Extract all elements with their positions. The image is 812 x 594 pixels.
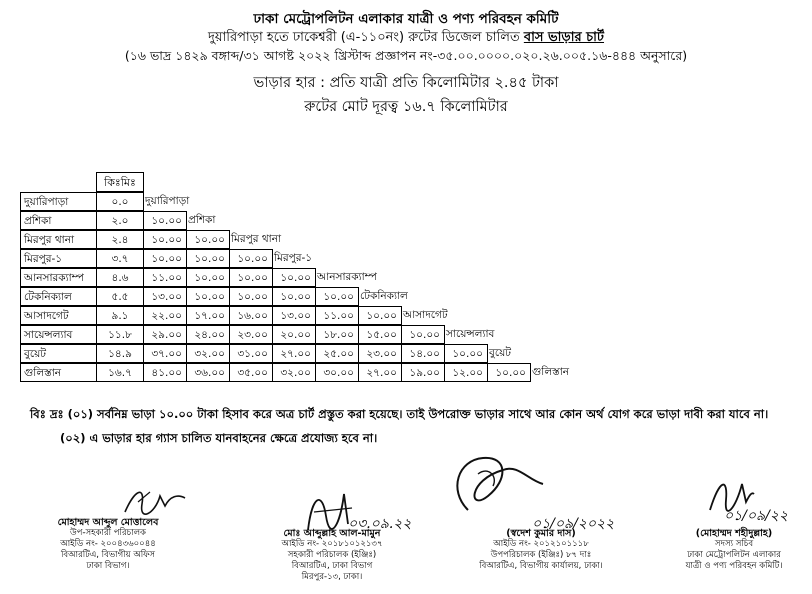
fare-cell: ২৯.০০ xyxy=(143,325,187,344)
fare-cell: ২৫.০০ xyxy=(315,344,359,363)
fare-cell: ১০.০০ xyxy=(186,287,230,306)
fare-cell: ৩৬.০০ xyxy=(186,363,230,382)
fare-cell: ১০.০০ xyxy=(186,268,230,287)
note-minimum-fare: বিঃ দ্রঃ (০১) সর্বনিম্ন ভাড়া ১০.০০ টাকা হিসাব করে অত্র চার্ট প্রস্তুত করা হয়েছে। তাই উপরোক্ত ভাড়ার সাথে আর কোন অর্থ যোগ করে ভাড়া দাবী করা যাবে না। xyxy=(30,407,769,421)
fare-cell: ১৩.০০ xyxy=(143,287,187,306)
fare-cell: ১৮.০০ xyxy=(315,325,359,344)
stop-distance: ১৬.৭ xyxy=(96,363,144,382)
fare-chart-heading: বাস ভাড়ার চার্ট xyxy=(523,30,605,45)
signature-block-1 xyxy=(28,517,188,572)
stop-distance: ৫.৫ xyxy=(96,287,144,306)
fare-cell: ১০.০০ xyxy=(143,211,187,230)
chart-subtitle xyxy=(0,28,812,49)
fare-cell: ১২.০০ xyxy=(444,363,488,382)
fare-cell: ৩০.০০ xyxy=(315,363,359,382)
fare-cell: ১০.০০ xyxy=(229,268,273,287)
stop-distance: ১৪.৯ xyxy=(96,344,144,363)
fare-cell: ২৪.০০ xyxy=(186,325,230,344)
fare-cell: ১১.০০ xyxy=(315,306,359,325)
signatory-line: যাত্রী ও পণ্য পরিবহন কমিটি। xyxy=(685,561,783,571)
fare-cell: ২৩.০০ xyxy=(358,344,402,363)
fare-cell: ১০.০০ xyxy=(143,230,187,249)
fare-cell: ১০.০০ xyxy=(229,287,273,306)
fare-cell: ১০.০০ xyxy=(272,268,316,287)
fare-cell: ১৫.০০ xyxy=(358,325,402,344)
fare-cell: ১৯.০০ xyxy=(401,363,445,382)
fare-cell: ১৭.০০ xyxy=(186,306,230,325)
signature-scribble-3 xyxy=(448,450,558,520)
signatory-line: সহকারী পরিচালক (ইঞ্জিঃ) xyxy=(287,550,377,560)
stop-distance: ৪.৬ xyxy=(96,268,144,287)
fare-cell: ৩২.০০ xyxy=(272,363,316,382)
signatory-name-2: মোঃ আব্দুল্লাহ আল-মামুন xyxy=(283,528,381,539)
stop-name: সায়েন্সল্যাব xyxy=(20,325,97,344)
stop-name: আসাদগেট xyxy=(20,306,97,325)
signature-date-2: ০৩.০৯.২২ xyxy=(348,516,412,532)
diagonal-stop-label: আনসারক্যাম্প xyxy=(317,271,377,283)
signatory-line: মিরপুর-১৩, ঢাকা। xyxy=(301,572,363,582)
signatory-line: আইডি নং- ২০১৮১০১২১৩৭ xyxy=(281,539,383,549)
diagonal-stop-label: সায়েন্সল্যাব xyxy=(446,328,495,340)
signature-scribble-1 xyxy=(120,484,190,516)
signatory-name-1: মোহাম্মদ আব্দুল মোত্তালেব xyxy=(57,517,159,528)
fare-cell: ৪১.০০ xyxy=(143,363,187,382)
fare-cell: ১০.০০ xyxy=(186,249,230,268)
route-distance: রুটের মোট দূরত্ব ১৬.৭ কিলোমিটার xyxy=(304,99,508,115)
fare-cell: ১০.০০ xyxy=(444,344,488,363)
stop-distance: ৩.৭ xyxy=(96,249,144,268)
stop-name: প্রশিকা xyxy=(20,211,97,230)
signatory-name-3: (স্বদেশ কুমার দাস) xyxy=(506,528,576,539)
signatory-line: উপ-সহকারী পরিচালক xyxy=(70,528,146,538)
signature-date-4: ০১/০৯/২২ xyxy=(724,508,789,524)
stop-name: মিরপুর-১ xyxy=(20,249,97,268)
signatory-line: বিআরটিএ, বিভাগীয় কার্যালয়, ঢাকা। xyxy=(479,561,603,571)
signatory-line: বিআরটিএ, বিভাগীয় অফিস xyxy=(61,550,155,560)
stop-distance: ৯.১ xyxy=(96,306,144,325)
signature-block-4 xyxy=(660,528,808,572)
fare-cell: ২৭.০০ xyxy=(358,363,402,382)
signatory-name-4: (মোহাম্মদ শহীদুল্লাহ) xyxy=(695,528,773,539)
stop-name: মিরপুর থানা xyxy=(20,230,97,249)
diagonal-stop-label: প্রশিকা xyxy=(188,214,216,226)
fare-cell: ৩২.০০ xyxy=(186,344,230,363)
fare-cell: ১০.০০ xyxy=(143,249,187,268)
fare-cell: ৩১.০০ xyxy=(229,344,273,363)
signatory-line: ঢাকা বিভাগ। xyxy=(86,561,130,571)
stop-distance: ২.০ xyxy=(96,211,144,230)
fare-cell: ২০.০০ xyxy=(272,325,316,344)
km-column-header: কিঃমিঃ xyxy=(96,172,144,192)
stop-distance: ১১.৮ xyxy=(96,325,144,344)
signature-date-3: ০১/০৯/২০২২ xyxy=(532,516,615,532)
fare-cell: ২৭.০০ xyxy=(272,344,316,363)
signatory-line: ঢাকা মেট্রোপলিটন এলাকার xyxy=(687,550,781,560)
fare-cell: ৩৫.০০ xyxy=(229,363,273,382)
diagonal-stop-label: দুয়ারিপাড়া xyxy=(145,195,190,207)
stop-name: দুয়ারিপাড়া xyxy=(20,192,97,211)
diagonal-stop-label: বুয়েট xyxy=(489,347,511,359)
signatory-line: আইডি নং- ২০০৪৩৬০০৪৪ xyxy=(60,539,156,549)
stop-name: আনসারক্যাম্প xyxy=(20,268,97,287)
fare-cell: ২৩.০০ xyxy=(229,325,273,344)
stop-name: টেকনিক্যাল xyxy=(20,287,97,306)
fare-cell: ৩৭.০০ xyxy=(143,344,187,363)
stop-distance: ২.৪ xyxy=(96,230,144,249)
stop-distance: ০.০ xyxy=(96,192,144,211)
stop-name: গুলিস্তান xyxy=(20,363,97,382)
fare-cell: ১৩.০০ xyxy=(272,306,316,325)
diagonal-stop-label: মিরপুর-১ xyxy=(274,252,313,264)
fare-cell: ১০.০০ xyxy=(315,287,359,306)
fare-rate: ভাড়ার হার : প্রতি যাত্রী প্রতি কিলোমিটার ২.৪৫ টাকা xyxy=(253,75,559,91)
fare-cell: ১০.০০ xyxy=(229,249,273,268)
fare-cell: ১৪.০০ xyxy=(401,344,445,363)
note-gas-vehicles: (০২) এ ভাড়ার হার গ্যাস চালিত যানবাহনের ক্ষেত্রে প্রযোজ্য হবে না। xyxy=(60,431,378,445)
signatory-line: আইডি নং- ২০১২১০১১১৮ xyxy=(493,539,589,549)
diagonal-stop-label: টেকনিক্যাল xyxy=(360,290,408,302)
diagonal-stop-label: মিরপুর থানা xyxy=(231,233,282,245)
signature-block-3 xyxy=(466,528,616,572)
fare-cell: ২২.০০ xyxy=(143,306,187,325)
signatory-line: উপপরিচালক (ইঞ্জিঃ) ৮৭ দাঃ xyxy=(490,550,592,560)
signature-block-2 xyxy=(262,528,402,583)
fare-cell: ১০.০০ xyxy=(487,363,531,382)
stop-name: বুয়েট xyxy=(20,344,97,363)
route-description: দুয়ারিপাড়া হতে ঢাকেশ্বরী (এ-১১০নং) রুটের ডিজেল চালিত xyxy=(207,30,524,45)
fare-cell: ১৬.০০ xyxy=(229,306,273,325)
fare-cell: ১১.০০ xyxy=(143,268,187,287)
notification-reference: (১৬ ভাদ্র ১৪২৯ বঙ্গাব্দ/৩১ আগষ্ট ২০২২ খ্রিস্টাব্দ প্রজ্ঞাপন নং-৩৫.০০.০০০০.০২০.২৬.০০৫.১৬-৪৪৪ অনুসারে) xyxy=(124,48,688,63)
fare-cell: ১০.০০ xyxy=(186,230,230,249)
fare-cell: ১০.০০ xyxy=(358,306,402,325)
diagonal-stop-label: গুলিস্তান xyxy=(532,366,570,378)
fare-cell: ১০.০০ xyxy=(272,287,316,306)
fare-cell: ১০.০০ xyxy=(401,325,445,344)
signatory-line: সদস্য সচিব xyxy=(714,539,754,549)
committee-title: ঢাকা মেট্রোপলিটন এলাকার যাত্রী ও পণ্য পরিবহন কমিটি xyxy=(253,11,559,27)
signatory-line: বিআরটিএ, ঢাকা বিভাগ xyxy=(291,561,373,571)
diagonal-stop-label: আসাদগেট xyxy=(403,309,448,321)
